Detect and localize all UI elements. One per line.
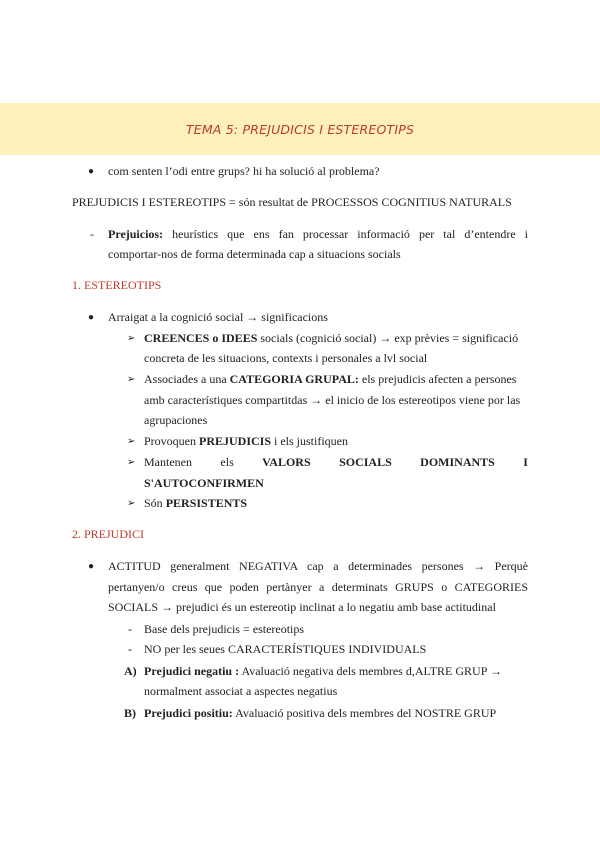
page-title: TEMA 5: PREJUDICIS I ESTEREOTIPS [185, 122, 415, 137]
item-text: Provoquen [144, 434, 199, 448]
item-text: Són [144, 496, 166, 510]
dash-marker: - [128, 622, 132, 636]
item-text: i els justifiquen [271, 434, 349, 448]
item-word: DOMINANTS [420, 455, 495, 469]
item-text: Avaluació positiva dels membres del NOSTRE GRUP [232, 706, 497, 720]
item-provoquen [144, 434, 348, 449]
prejudici-negatiu-line2: normalment associat a aspectes negatius [144, 684, 338, 698]
arrow-bullet-icon: ➢ [127, 457, 136, 468]
item-bold: Prejudici negatiu : [144, 664, 240, 678]
item-bold: CREENCES o IDEES [144, 331, 258, 345]
dash-marker: - [128, 642, 132, 656]
item-word: els [220, 455, 234, 469]
bullet-dot: ● [88, 561, 95, 572]
item-word: I [523, 455, 528, 469]
section1-bullet: Arraigat a la cognició social → significacions [108, 310, 328, 324]
title-banner [0, 103, 600, 155]
section2-bullet-line2: pertanyen/o creus que poden pertànyer a determinats GRUPS o CATEGORIES [108, 580, 528, 594]
item-text: els prejudicis afecten a persones [358, 372, 517, 386]
arrow-bullet-icon: ➢ [127, 436, 136, 447]
prejuicios-line1 [108, 227, 528, 242]
item-word: VALORS [262, 455, 311, 469]
item-creences [144, 331, 518, 346]
arrow-bullet-icon: ➢ [127, 374, 136, 385]
definition-line: PREJUDICIS I ESTEREOTIPS = són resultat de PROCESSOS COGNITIUS NATURALS [72, 195, 512, 209]
label-b: B) [124, 706, 136, 720]
prejudici-positiu [144, 706, 496, 721]
item-bold: PERSISTENTS [165, 496, 248, 510]
item-mantenen [144, 455, 528, 470]
item-categoria-line2: amb característiques compartitdas → el inicio de los estereotipos viene por las [144, 393, 521, 407]
section1-heading: 1. ESTEREOTIPS [72, 278, 162, 292]
sub-item-base: Base dels prejudicis = estereotips [144, 622, 305, 636]
label-a: A) [124, 664, 137, 678]
prejuicios-text: heurístics que ens fan processar informació per tal d’entendre i [172, 227, 529, 241]
item-bold: CATEGORIA GRUPAL: [229, 372, 359, 386]
item-word: Mantenen [144, 455, 192, 469]
item-categoria-line3: agrupaciones [144, 413, 208, 427]
prejuicios-line2: comportar-nos de forma determinada cap a situacions socials [108, 247, 401, 261]
bullet-dot: ● [88, 312, 95, 323]
arrow-bullet-icon: ➢ [127, 498, 136, 509]
item-bold: Prejudici positiu: [144, 706, 233, 720]
item-text: Associades a una [144, 372, 230, 386]
section2-bullet-line1: ACTITUD generalment NEGATIVA cap a determinades persones → Perquè [108, 559, 528, 573]
arrow-bullet-icon: ➢ [127, 333, 136, 344]
intro-question: com senten l’odi entre grups? hi ha solució al problema? [108, 164, 380, 178]
prejuicios-term: Prejuicios: [108, 227, 164, 241]
item-creences-line2: concreta de les situacions, contexts i personales a lvl social [144, 351, 428, 365]
item-persistents [144, 496, 247, 511]
item-mantenen-line2: S'AUTOCONFIRMEN [144, 476, 264, 490]
dash-marker: - [90, 227, 94, 241]
item-text: Avaluació negativa dels membres d,ALTRE GRUP → [239, 664, 502, 678]
prejudici-negatiu [144, 664, 502, 679]
item-text: socials (cognició social) → exp prèvies = significació [257, 331, 519, 345]
sub-item-individuals: NO per les seues CARACTERÍSTIQUES INDIVIDUALS [144, 642, 427, 656]
item-bold: PREJUDICIS [199, 434, 272, 448]
section2-bullet-line3: SOCIALS → prejudici és un estereotip inclinat a lo negatiu amb base actitudinal [108, 600, 496, 614]
bullet-dot: ● [88, 166, 95, 177]
section2-heading: 2. PREJUDICI [72, 527, 145, 541]
item-categoria [144, 372, 516, 387]
item-word: SOCIALS [339, 455, 392, 469]
